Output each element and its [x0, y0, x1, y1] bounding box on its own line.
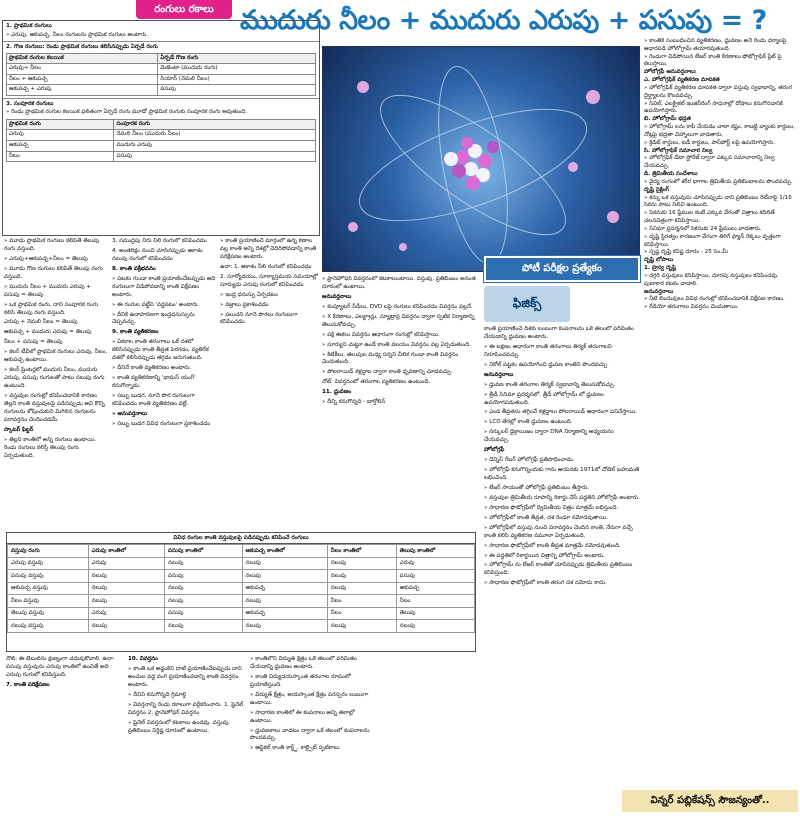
paragraph: » లేజర్ సాయంతో హోలోగ్రఫీ ప్రతిబింబం తీస్తారు. — [484, 484, 590, 491]
table-cell: నలుపు — [88, 570, 164, 583]
paragraph: » డెన్నిస్ గేబర్ హోలోగ్రఫీ ప్రతిపాదించాడు. — [484, 457, 575, 464]
table-cell: నెమలి నీలం (ముదురు నీలం) — [114, 130, 316, 141]
subheading: అనువర్తనాలు — [644, 288, 674, 295]
secondary-colors-table — [6, 53, 316, 96]
secondary-colors-section — [3, 42, 319, 99]
paragraph: నోట్: ఈ టేబుల్‌ను క్షుణ్నంగా చదువుకోవాలి. ఉదా: పసుపు వస్తువును ఎరుపు కాంతిలో ఉంచితే అది ఎరుపు రంగులో కనిపిస్తుంది. — [6, 656, 115, 678]
table-row — [8, 570, 475, 583]
subheading: సి. హోలోగ్రాఫిక్ సమాచార నిల్వ — [644, 147, 713, 154]
paragraph: » ఒక ప్రాథమిక రంగు, దాని సంపూరక రంగు కలిసి తెలుపు రంగు వస్తుంది. — [4, 301, 99, 316]
table-cell: నలుపు — [165, 582, 243, 595]
page-headline: ముదురు నీలం + ముదురు ఎరుపు + పసుపు = ? — [240, 5, 767, 36]
subheading: 11. ధ్రువణం — [322, 389, 352, 396]
table-header: నీలం కాంతిలో — [327, 545, 396, 558]
table-cell: ఆకుపచ్చ — [242, 582, 327, 595]
table-cell: ఎరుపు — [88, 557, 164, 570]
paragraph: » కాంతిలోని విద్యుత్ క్షేత్రం ఒకే తలంలో పరిమితం చేయడాన్ని ధ్రువణం అంటారు. — [250, 656, 357, 670]
paragraph: » సూర్యుని చుట్టూ ఉండే కాంతి వలయం వివర్తనం వల్ల ఏర్పడుతుంది. — [322, 341, 471, 348]
section-text: » రెండు ప్రాథమిక రంగుల కలయిక ఫలితంగా ఏర్పడే రంగు మూడో ప్రాథమిక రంగుకు సంపూరక రంగు అవుతుంది. — [6, 109, 248, 116]
table-cell: పసుపు — [158, 85, 316, 96]
color-light-table — [6, 532, 476, 652]
paragraph: » సెకనుకు 16 ఫ్రేముల కంటే ఎక్కువ వేగంతో చిత్రాలు కదిలితే చలనచిత్రంగా కనిపిస్తాయి. — [644, 210, 775, 225]
paragraph: » సాధారణ ఫొటోగ్రఫీలో కాంతి తరంగ దశ నమోదు కాదు. — [484, 580, 607, 587]
subheading: 7. కాంతి పరిక్షేపణం — [6, 681, 50, 688]
table-cell: పసుపు — [165, 607, 243, 620]
table-row — [7, 74, 316, 85]
paragraph: » ఈ పద్ధతిలో రికార్డయిన చిత్రాన్ని హోలోగ్రామ్ అంటారు. — [484, 552, 605, 559]
paragraph: » మూడు ప్రాథమిక రంగులు కలిపితే తెలుపు రంగు వస్తుంది. — [4, 238, 100, 252]
paragraph: » విద్యుత్ క్షేత్రం, అయస్కాంత క్షేత్రం పరస్పరం లంబంగా ఉంటాయి. — [250, 691, 369, 706]
subheading: 9. కాంతి వ్యతికరణం — [112, 329, 159, 336]
table-cell: నలుపు — [165, 557, 243, 570]
subheading: అనువర్తనాలు — [322, 293, 352, 300]
paragraph: » సర్కులర్ డైక్రాయిజం ద్వారా DNA నిర్మాణాన్ని అధ్యయనం చేయవచ్చు. — [484, 429, 614, 444]
paragraph: » ముదురు నీలం + ముదురు ఎరుపు + పసుపు = తెలుపు — [4, 283, 91, 298]
table-row — [7, 151, 316, 162]
bottom-column-3 — [250, 656, 370, 816]
paragraph: » దృష్టి స్థిరత్వం కారణంగా వేగంగా తిరిగే ఫ్యాన్ రెక్కలు వృత్తంగా కనిపిస్తాయి. — [644, 233, 781, 248]
paragraph: » సివిల్, ఎలక్ట్రికల్ ఇంజినీరింగ్ సాధనాల్లో దోషాలు కనుగొనడానికి ఉపయోగిస్తారు. — [644, 100, 783, 115]
paragraph: » సబ్బు బుడగ వివిధ రంగులుగా ప్రకాశించడం — [112, 420, 211, 427]
subheading: బి. హోలోగ్రామ్ భద్రత — [644, 116, 691, 123]
table-row — [8, 582, 475, 595]
paragraph: » స్పష్ట దృష్టి కనిష్ట దూరం - 25 సెం.మీ — [644, 249, 729, 256]
paragraph: » కన్ను ఒక వస్తువును చూసినప్పుడు దాని ప్రతిబింబం రెటీనాపై 1/16 సెకను పాటు నిలిచి ఉంటుంది. — [644, 194, 792, 209]
paragraph: » తెల్లని కాంతిలో అన్ని రంగులు ఉంటాయి. రెండు రంగులు కలిస్తే తెలుపు రంగు ఏర్పడుతుంది. — [4, 436, 97, 459]
table-cell: తెలుపు — [396, 607, 474, 620]
subheading: 1. హ్రస్వ దృష్టి — [644, 265, 676, 272]
paragraph: » హోలోగ్రఫిక్ వ్యతికరణ మాపకత ద్వారా వస్తువు స్వభావాన్ని, తరంగ దైర్ఘ్యాలను కొలవవచ్చు. — [644, 84, 793, 99]
table-cell: పసుపు — [165, 570, 243, 583]
section-text: » ఎరుపు, ఆకుపచ్చ, నీలం రంగులను ప్రాథమిక రంగులు అంటారు. — [6, 31, 148, 38]
paragraph: నీలం + పసుపు = తెలుపు — [4, 339, 63, 346]
table-cell: నలుపు — [242, 570, 327, 583]
paragraph: » పలుచని నూనె పొరలు రంగులుగా కనిపించడం — [220, 311, 298, 326]
table-cell: నలుపు — [165, 595, 243, 608]
text-column-1 — [4, 238, 108, 528]
table-cell: నీలం — [396, 595, 474, 608]
paragraph: » సినిమా ప్రదర్శనలో సెకనుకు 24 ఫ్రేములు వాడతారు. — [644, 225, 762, 232]
paragraph: » కిటికీలు, తలుపుల మధ్య సన్నని చీలిక గుండా కాంతి వివర్తనం చెందుతుంది. — [322, 351, 459, 366]
section-title: 2. గౌణ రంగులు: రెండు ప్రాథమిక రంగులు కలిసినప్పుడు ఏర్పడే రంగు — [6, 44, 158, 51]
paragraph: » వివర్తనాన్ని రెండు రకాలుగా వర్గీకరించారు. 1. ఫ్రెనెల్ వివర్తనం 2. ఫ్రానెహోఫర్ వివర్తనం — [128, 701, 244, 716]
table-row — [7, 130, 316, 141]
table-cell: నలుపు — [327, 582, 396, 595]
paragraph: » త్రీడీ సినిమా ప్రదర్శనలో, త్రీడీ హోలోగ్రామ్ లో ధ్రువణం ఉపయోగపడుతుంది. — [484, 391, 604, 406]
table-cell: నలుపు — [88, 620, 164, 633]
atom-illustration — [322, 46, 640, 272]
paragraph: » ఆప్టికల్ కాంతి కార్ట్జ్, కాల్సైట్ స్ఫటికాలు — [250, 745, 340, 752]
table-caption: వివిధ రంగుల కాంతి వస్తువులపై పడినప్పుడు కనిపించే రంగులు — [7, 533, 475, 544]
table-cell: ఎరుపు వస్తువు — [8, 557, 89, 570]
table-header: ఆకుపచ్చ కాంతిలో — [242, 545, 327, 558]
paragraph: కాంతి ప్రయాణించే దిశకు లంబంగా కంపనాలను ఒకే తలంలో పరిమితం చేయడాన్ని ధ్రువణం అంటారు. — [484, 326, 634, 340]
paragraph: » పక్షి ఈకలు వివర్తనం ఆధారంగా రంగుల్లో కనిపిస్తాయి. — [322, 331, 440, 338]
text-column-3 — [322, 276, 480, 530]
table-cell: ఆకుపచ్చ వస్తువు — [8, 582, 89, 595]
paragraph: » రెండుగా విడిపోయిన లేజర్ కాంతి కిరణాలు ఫోటోగ్రాఫిక్ ప్లేట్ పై కలుస్తాయి. — [644, 53, 782, 68]
paragraph: » హోలోగ్రఫీ కనుగొన్నందుకు గాను ఆయనకు 1971లో నోబెల్ బహుమతి లభించింది. — [484, 467, 640, 481]
paragraph: » ఫ్రెనెల్ వివర్తనంలో కటకాలు ఉండవు. వస్తువు, ప్రతిబింబం నిర్దిష్ట దూరంలో ఉంటాయి. — [128, 719, 230, 734]
competitive-exam-banner: పోటీ పరీక్షల ప్రత్యేకం — [484, 256, 640, 282]
subheading: స్కాటర్ ఫిల్టర్ — [4, 426, 34, 433]
paragraph: » వజ్రాలు ప్రకాశించడం — [220, 301, 269, 308]
table-header: సంపూరక రంగు — [114, 119, 316, 130]
table-cell: నలుపు — [165, 620, 243, 633]
paragraph: » కాంతికి సంబంధించిన వ్యతికరణం, ధ్రువణం అనే రెండు ధర్మాలపై ఆధారపడి హోలోగ్రామ్ తయారవుతుంది. — [644, 38, 787, 52]
subheading: హోలోగ్రఫీ అనువర్తనాలు — [644, 69, 696, 76]
table-cell: పసుపు — [396, 570, 474, 583]
subheading: దృష్టి సైక్లింగ్ — [644, 186, 669, 193]
paragraph: » కాంతి వ్యతికరణాన్ని 'థామస్ యంగ్' కనుగొన్నాడు. — [112, 375, 196, 389]
table-cell: నీలం + ఆకుపచ్చ — [7, 74, 158, 85]
table-header: వస్తువు రంగు — [8, 545, 89, 558]
table-cell: ముదురు ఎరుపు — [114, 141, 316, 152]
table-cell: నలుపు — [242, 620, 327, 633]
table-cell: పసుపు వస్తువు — [8, 570, 89, 583]
paragraph: » కలర్ టీవీలో ప్రాథమిక రంగులు ఎరుపు, నీలం, ఆకుపచ్చ ఉంటాయి. — [4, 349, 108, 364]
paragraph: » ఎరుపు+ఆకుపచ్చ+నీలం = తెలుపు — [4, 255, 88, 262]
subheading: 8. కాంతి వక్రీభవనం — [112, 265, 156, 272]
paragraph: » దీన్ని కనుగొన్నది - బార్తోలిన్ — [322, 399, 386, 406]
bottom-column-2 — [128, 656, 246, 816]
paragraph: నోట్: వివర్తనంలో తరంగాల వ్యతికరణం ఉంటుంది. — [322, 379, 431, 386]
table-cell: ఆకుపచ్చ — [396, 582, 474, 595]
physics-label: ఫిజిక్స్ — [484, 286, 570, 322]
subheading: ఎ. హోలోగ్రఫిక్ వ్యతికరణ మాపకత — [644, 77, 720, 84]
subheading: డి. త్రిమితీయ సందేశాలు — [644, 171, 698, 178]
paragraph: » హోలోగ్రఫీలో కాంతి తీవ్రత, దశ రెండూ నమోదవుతాయి. — [484, 514, 609, 521]
color-types-box — [2, 20, 320, 236]
paragraph: » ఇంద్ర ధనుస్సు ఏర్పడటం — [220, 291, 278, 298]
paragraph: » కాంతి ఒక అడ్డంకిని దాటి ప్రయాణించేటప్పుడు దాని అంచుల వద్ద వంగి ప్రయాణించడాన్ని కాంతి వివర్తనం అంటారు. — [128, 665, 242, 688]
table-cell: ఆకుపచ్చ — [242, 607, 327, 620]
atom-icon — [323, 47, 640, 272]
paragraph: » ఈ రంగుల పట్టీని 'వర్ణపటం' అంటారు. — [112, 301, 200, 308]
paragraph: » నీటి బిందువులు వివిధ రంగుల్లో కనిపించడానికి విక్షేపణ కారణం. — [644, 296, 785, 303]
paragraph: » సాధారణ ఫొటోగ్రఫీలో ద్విమితీయ చిత్రం మాత్రమే లభిస్తుంది. — [484, 504, 619, 511]
section-title: 3. సంపూరక రంగులు — [6, 100, 54, 107]
paragraph: » LCD తెరల్లో కాంతి ధ్రువణం ఉంటుంది. — [484, 419, 573, 426]
paragraph: » ధ్రువణ కాంతి తరంగాల తిర్యక్ స్వభావాన్ని తెలుసుకోవచ్చు. — [484, 381, 616, 388]
table-cell: నీలం వస్తువు — [8, 595, 89, 608]
table-cell: తెలుపు వస్తువు — [8, 607, 89, 620]
table-cell: మెజెంటా (ముదురు రంగు) — [158, 64, 316, 75]
table-cell: నలుపు — [242, 595, 327, 608]
section-tag: రంగులు రకాలు — [136, 0, 232, 19]
table-cell: నీలం — [327, 595, 396, 608]
right-column — [644, 38, 798, 778]
paragraph: » హోలోగ్రఫీలో వస్తువు నుంచి పరావర్తనం చెందిన కాంతి, నేరుగా వచ్చే కాంతి కలిసి వ్యతికరణ నమూనా ఏర్పడుతుంది. — [484, 524, 633, 539]
paragraph: » కలర్ ప్రింటర్లలో ముదురు నీలం, ముదురు ఎరుపు, పసుపు రంగులతో పాటు నలుపు రంగు ఉంటుంది. — [4, 367, 105, 389]
paragraph: 3. సముద్రపు నీరు నీలి రంగులో కనిపించడం — [112, 238, 207, 244]
text-column-3-left — [220, 238, 318, 528]
table-cell: నలుపు — [88, 582, 164, 595]
table-cell: నీలం — [7, 151, 114, 162]
table-cell: నీలం — [327, 607, 396, 620]
table-header: ఏర్పడే గౌణ రంగు — [158, 53, 316, 64]
subheading: అనువర్తనాలు — [484, 371, 514, 378]
text-column-4 — [484, 326, 640, 786]
paragraph: » నికోల్ పట్టకం ఉపయోగించి ధ్రువణ కాంతిని పొందవచ్చు. — [484, 361, 609, 368]
paragraph: » వస్తువుల రంగుల్లో కనిపించడానికి కారణం తెల్లని కాంతి వస్తువులపై పడినప్పుడు అవి కొన్ని రంగులను శోషించుకుని మిగిలిన రంగులను పరావర్తనం చెందించడమే. — [4, 392, 105, 423]
table-row — [7, 85, 316, 96]
table-cell: నలుపు — [327, 620, 396, 633]
subheading: హోలోగ్రఫీ — [484, 447, 505, 454]
table-row — [8, 557, 475, 570]
table-cell: ఆకుపచ్చ + ఎరుపు — [7, 85, 158, 96]
subheading: దృష్టి లోపాలు — [644, 257, 674, 264]
paragraph: » ఫ్రానెహోఫర్ వివర్తనంలో కటకాలుంటాయి. వస్తువు, ప్రతిబింబం అనంత దూరంలో ఉంటాయి. — [322, 276, 476, 290]
table-cell: నలుపు — [242, 557, 327, 570]
primary-colors-section — [3, 21, 319, 42]
paragraph: » సబ్బు బుడగ, నూనె పొర రంగులుగా కనిపించడం కాంతి వ్యతికరణం వల్లే. — [112, 392, 195, 407]
table-header: పసుపు కాంతిలో — [165, 545, 243, 558]
paragraph: » X కిరణాలు, ఎలక్ట్రాన్లు, న్యూట్రాన్ల వివర్తనం ద్వారా స్ఫటిక నిర్మాణాన్ని తెలుసుకోవచ్చు. — [322, 313, 475, 328]
table-header: ఎరుపు కాంతిలో — [88, 545, 164, 558]
table-cell: ఎరుపు — [396, 557, 474, 570]
paragraph: » క్రెడిట్ కార్డులు, ఐడీ కార్డులు, పాస్‌పోర్ట్ లపై ఉపయోగిస్తారు. — [644, 139, 775, 146]
table-cell: సియాన్ (నెమలి నీలం) — [158, 74, 316, 85]
table-cell: నలుపు — [396, 620, 474, 633]
paragraph: » పటకం గుండా కాంతి ప్రయాణించేటప్పుడు అది రంగులుగా విడిపోవడాన్ని కాంతి విక్షేపణం అంటారు. — [112, 275, 216, 298]
paragraph: » కాంతి విద్యుదయస్కాంత తరంగాల రూపంలో ప్రయాణిస్తుంది. — [250, 673, 351, 688]
publisher-credit: విన్నర్ పబ్లికేషన్స్ సౌజన్యంతో.. — [622, 790, 798, 812]
paragraph: » పోలరాయిడ్ కళ్లద్దాల ద్వారా కాంతి ధృవణాన్ని చూడవచ్చు. — [322, 369, 453, 376]
paragraph: » ధ్రువణకాలు వాడటం ద్వారా ఒకే తలంలో కంపనాలను పొందవచ్చు. — [250, 727, 370, 742]
paragraph: » కాంతి ప్రయాణించే మార్గంలో ఉన్న కణాల వల్ల కాంతి అన్ని దిశల్లో చెదిరిపోవడాన్ని కాంతి పరిక్షేపణం అంటారు. — [220, 238, 317, 260]
paragraph: » కంప్యూటర్ సీడీలు, DVD లపై రంగులు కనిపించడం వివర్తనం వల్లనే. — [322, 303, 473, 310]
table-row — [8, 607, 475, 620]
subheading: 10. వివర్తనం — [128, 656, 158, 662]
subheading: » అనువర్తనాలు — [112, 410, 147, 417]
paragraph: » హోలోగ్రామ్ లను కాపీ చేయడం చాలా కష్టం. కాబట్టి బ్యాంకు కార్డులు, నోట్లపై భద్రతా చిహ్నాలుగా వాడతారు. — [644, 124, 796, 138]
table-cell: ఎరుపు — [7, 130, 114, 141]
table-cell: నలుపు — [88, 595, 164, 608]
paragraph: » ఈ లక్షణం ఆధారంగా కాంతి తరంగాలు తిర్యక్ తరంగాలని నిరూపించవచ్చు. — [484, 343, 612, 358]
bottom-column-1 — [6, 656, 124, 816]
paragraph: ఉదా: 1. ఆకాశం నీలి రంగులో కనిపించడం — [220, 263, 312, 270]
table-cell: ఎరుపు+ నీలం — [7, 64, 158, 75]
paragraph: » ఏకకాల కాంతి తరంగాలు ఒకే దశలో కలిసినప్పుడు కాంతి తీవ్రత పెరగడం, వ్యతిరేక దశలో కలిసినప్పుడు తగ్గడం జరుగుతుంది. — [112, 339, 209, 362]
table-cell: నలుపు — [327, 570, 396, 583]
paragraph: ఎరుపు + నెమలి నీలం = తెలుపు — [4, 319, 78, 326]
table-header: తెలుపు కాంతిలో — [396, 545, 474, 558]
table-cell: నలుపు వస్తువు — [8, 620, 89, 633]
paragraph: » ఎండ తీవ్రతను తగ్గించే కళ్లద్దాలు పోలరాయిడ్ ఆధారంగా పనిచేస్తాయి. — [484, 409, 638, 416]
table-row — [8, 595, 475, 608]
paragraph: » దీనిని కనుగొన్నది గ్రిమాల్డి — [128, 691, 187, 698]
paragraph: » వస్తువుల త్రిమితీయ రూపాన్ని రికార్డు చేసే పద్ధతిని హోలోగ్రఫీ అంటారు. — [484, 494, 640, 501]
table-row — [7, 141, 316, 152]
paragraph: ఆకుపచ్చ + ముదురు ఎరుపు = తెలుపు — [4, 329, 92, 336]
table-cell: ఆకుపచ్చ — [7, 141, 114, 152]
table-cell: పసుపు — [114, 151, 316, 162]
paragraph: 2. సూర్యోదయం, సూర్యాస్తమయ సమయాల్లో సూర్యుడు ఎరుపు రంగులో కనిపించడం — [220, 273, 318, 288]
paragraph: » హోలోగ్రామ్ ను లేజర్ కాంతితో చూసినప్పుడు త్రిమితీయ ప్రతిబింబం కనిపిస్తుంది. — [484, 562, 633, 577]
paragraph: » దీనినే కాంతి వ్యతికరణం అంటారు. — [112, 365, 192, 372]
complementary-colors-table — [6, 119, 316, 162]
paragraph: » సాధారణ కాంతిలో ఈ కంపనాలు అన్ని తలాల్లో ఉంటాయి. — [250, 709, 355, 724]
table-cell: ఎరుపు — [88, 607, 164, 620]
paragraph: » సాధారణ ఫొటోగ్రఫీలో కాంతి తీవ్రత మాత్రమే నమోదవుతుంది. — [484, 542, 621, 549]
complementary-colors-section — [3, 99, 319, 164]
light-table — [7, 544, 475, 633]
table-row — [8, 620, 475, 633]
paragraph: » దగ్గరి వస్తువులు కనిపిస్తాయి, దూరపు వస్తువులు కనిపించవు. పుటాకార కటకం వాడాలి. — [644, 272, 779, 287]
paragraph: » రేడియో తరంగాలు వివర్తనం చెందుతాయి. — [644, 304, 739, 311]
paragraph: » వైద్య రంగంలో శరీర భాగాల త్రిమితీయ ప్రతిబింబాలను పొందవచ్చు. — [644, 178, 793, 185]
paragraph: 4. అంతరిక్షం నుంచి చూసినప్పుడు ఆకాశం నలుపు రంగులో కనిపించడం — [112, 247, 203, 262]
table-header: ప్రాథమిక రంగు — [7, 119, 114, 130]
paragraph: » మూడు గౌణ రంగులు కలిపితే తెలుపు రంగు వస్తుంది. — [4, 265, 103, 280]
table-header: ప్రాథమిక రంగుల కలయిక — [7, 53, 158, 64]
paragraph: » హోలోగ్రఫిక్ డేటా స్టోరేజ్ ద్వారా ఎక్కువ సమాచారాన్ని నిల్వ చేయవచ్చు. — [644, 155, 775, 170]
section-title: 1. ప్రాథమిక రంగులు — [6, 23, 52, 29]
table-row — [7, 64, 316, 75]
table-cell: నలుపు — [327, 557, 396, 570]
text-column-2 — [112, 238, 216, 528]
paragraph: » దీనికి ఉదాహరణగా ఇంద్రధనుస్సును చెప్పవచ్చు. — [112, 311, 195, 326]
